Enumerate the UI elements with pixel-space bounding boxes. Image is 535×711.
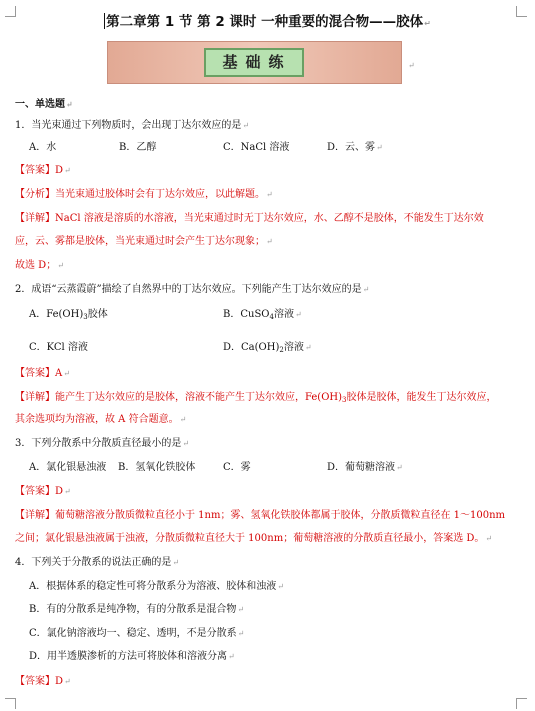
question-text: 3．下列分散系中分散质直径最小的是	[15, 438, 182, 449]
subscript: 3	[342, 396, 347, 404]
section-heading	[15, 97, 73, 112]
option-text: A．Fe(OH)	[29, 309, 84, 320]
detail-text: 应，云、雾都是胶体，当光束通过时会产生丁达尔现象；	[15, 236, 265, 247]
option-b	[29, 603, 244, 617]
analysis-line	[15, 188, 273, 202]
detail-line	[15, 532, 492, 546]
option-a	[29, 580, 284, 594]
option-text: A．根据体系的稳定性可将分散系分为溶液、胶体和浊液	[29, 581, 277, 592]
option-text: 溶液	[283, 342, 304, 353]
paragraph-mark-icon: ↵	[179, 415, 187, 424]
answer-text: 【答案】D	[15, 676, 64, 687]
paragraph-mark-icon: ↵	[57, 261, 64, 270]
paragraph-mark-icon: ↵	[237, 629, 245, 638]
option-b	[223, 308, 302, 322]
detail-line	[15, 391, 497, 405]
question-3-stem	[15, 437, 189, 451]
option-a: A．氯化银悬浊液	[29, 462, 107, 473]
banner-label: 基础练	[204, 48, 304, 77]
subscript: 4	[269, 313, 274, 321]
detail-line	[15, 413, 186, 427]
paragraph-mark-icon: ↵	[63, 369, 70, 378]
detail-text: 【详解】能产生丁达尔效应的是胶体，溶液不能产生丁达尔效应，Fe(OH)	[15, 392, 343, 403]
option-text: C．氯化钠溶液均一、稳定、透明，不是分散系	[29, 628, 237, 639]
option-a	[29, 308, 108, 322]
option-d	[327, 461, 403, 475]
option-text: B．CuSO	[223, 309, 270, 320]
option-d-text: D．云、雾	[327, 142, 376, 153]
question-2-stem	[15, 283, 369, 297]
choice-line	[15, 259, 64, 273]
answer-text: 【答案】A	[15, 368, 63, 379]
paragraph-mark-icon: ↵	[266, 237, 273, 246]
subscript: 2	[279, 346, 284, 354]
option-b: B．乙醇	[119, 142, 157, 153]
paragraph-mark-icon: ↵	[408, 61, 415, 70]
question-text: 1．当光束通过下列物质时，会出现丁达尔效应的是	[15, 120, 242, 131]
detail-text: 其余选项均为溶液，故 A 符合题意。	[15, 414, 179, 425]
paragraph-mark-icon: ↵	[266, 190, 273, 199]
section-banner	[107, 41, 402, 84]
option-text: B．有的分散系是纯净物，有的分散系是混合物	[29, 604, 237, 615]
option-b: B．氢氧化铁胶体	[118, 462, 196, 473]
option-d	[29, 650, 235, 664]
option-text: 胶体	[87, 309, 108, 320]
paragraph-mark-icon: ↵	[64, 487, 71, 496]
paragraph-mark-icon: ↵	[66, 99, 73, 109]
page-title	[0, 13, 535, 33]
question-1-stem	[15, 119, 249, 133]
detail-text: 之间；氯化银悬浊液属于浊液，分散质微粒直径大于 100nm；葡萄糖溶液的分散质直径最小，答案选 D。	[15, 533, 485, 544]
question-text: 4．下列关于分散系的说法正确的是	[15, 557, 172, 568]
answer-text: 【答案】D	[15, 486, 64, 497]
paragraph-mark-icon: ↵	[237, 605, 245, 614]
detail-line	[15, 235, 273, 249]
paragraph-mark-icon: ↵	[228, 652, 235, 661]
answer-line	[15, 367, 70, 381]
option-a: A．水	[29, 142, 57, 153]
paragraph-mark-icon: ↵	[396, 463, 403, 472]
paragraph-mark-icon: ↵	[64, 677, 71, 686]
option-text: D．葡萄糖溶液	[327, 462, 396, 473]
answer-text: 【答案】D	[15, 165, 64, 176]
paragraph-mark-icon: ↵	[304, 343, 312, 352]
page-corner-mark	[5, 698, 16, 709]
section-heading-text: 一、单选题	[15, 99, 65, 110]
page-corner-mark	[516, 698, 527, 709]
answer-line	[15, 485, 71, 499]
paragraph-mark-icon: ↵	[376, 143, 383, 152]
paragraph-mark-icon: ↵	[362, 285, 370, 294]
paragraph-mark-icon: ↵	[424, 19, 431, 28]
option-text: D．Ca(OH)	[223, 342, 280, 353]
paragraph-mark-icon: ↵	[485, 534, 493, 543]
paragraph-mark-icon: ↵	[242, 121, 250, 130]
detail-text: 胶体是胶体，能发生丁达尔效应，	[346, 392, 497, 403]
option-c: C．KCl 溶液	[29, 342, 88, 353]
paragraph-mark-icon: ↵	[64, 166, 71, 175]
paragraph-mark-icon: ↵	[277, 582, 284, 591]
option-d	[223, 341, 312, 355]
choice-text: 故选 D；	[15, 260, 57, 271]
option-d	[327, 141, 383, 155]
question-4-stem	[15, 556, 179, 570]
answer-line	[15, 675, 71, 689]
text-cursor	[104, 13, 105, 29]
paragraph-mark-icon: ↵	[182, 439, 190, 448]
option-text: 溶液	[273, 309, 294, 320]
option-text: D．用半透膜渗析的方法可将胶体和溶液分离	[29, 651, 228, 662]
detail-line: 【详解】NaCl 溶液是溶质的水溶液，当光束通过时无丁达尔效应，水、乙醇不是胶体，不能发生丁达尔效	[15, 213, 484, 224]
analysis-text: 【分析】当光束通过胶体时会有丁达尔效应，以此解题。	[15, 189, 265, 200]
page-title-text: 第二章第 1 节 第 2 课时 一种重要的混合物——胶体	[106, 14, 424, 30]
option-c	[29, 627, 244, 641]
option-c: C．NaCl 溶液	[223, 142, 290, 153]
paragraph-mark-icon: ↵	[172, 558, 180, 567]
option-c: C．雾	[223, 462, 251, 473]
subscript: 3	[83, 313, 88, 321]
question-text: 2．成语“云蒸霞蔚”描绘了自然界中的丁达尔效应。下列能产生丁达尔效应的是	[15, 284, 362, 295]
paragraph-mark-icon: ↵	[294, 310, 302, 319]
answer-line	[15, 164, 71, 178]
detail-line: 【详解】葡萄糖溶液分散质微粒直径小于 1nm；雾、氢氧化铁胶体都属于胶体，分散质微粒直径在 1～100nm	[15, 510, 506, 521]
